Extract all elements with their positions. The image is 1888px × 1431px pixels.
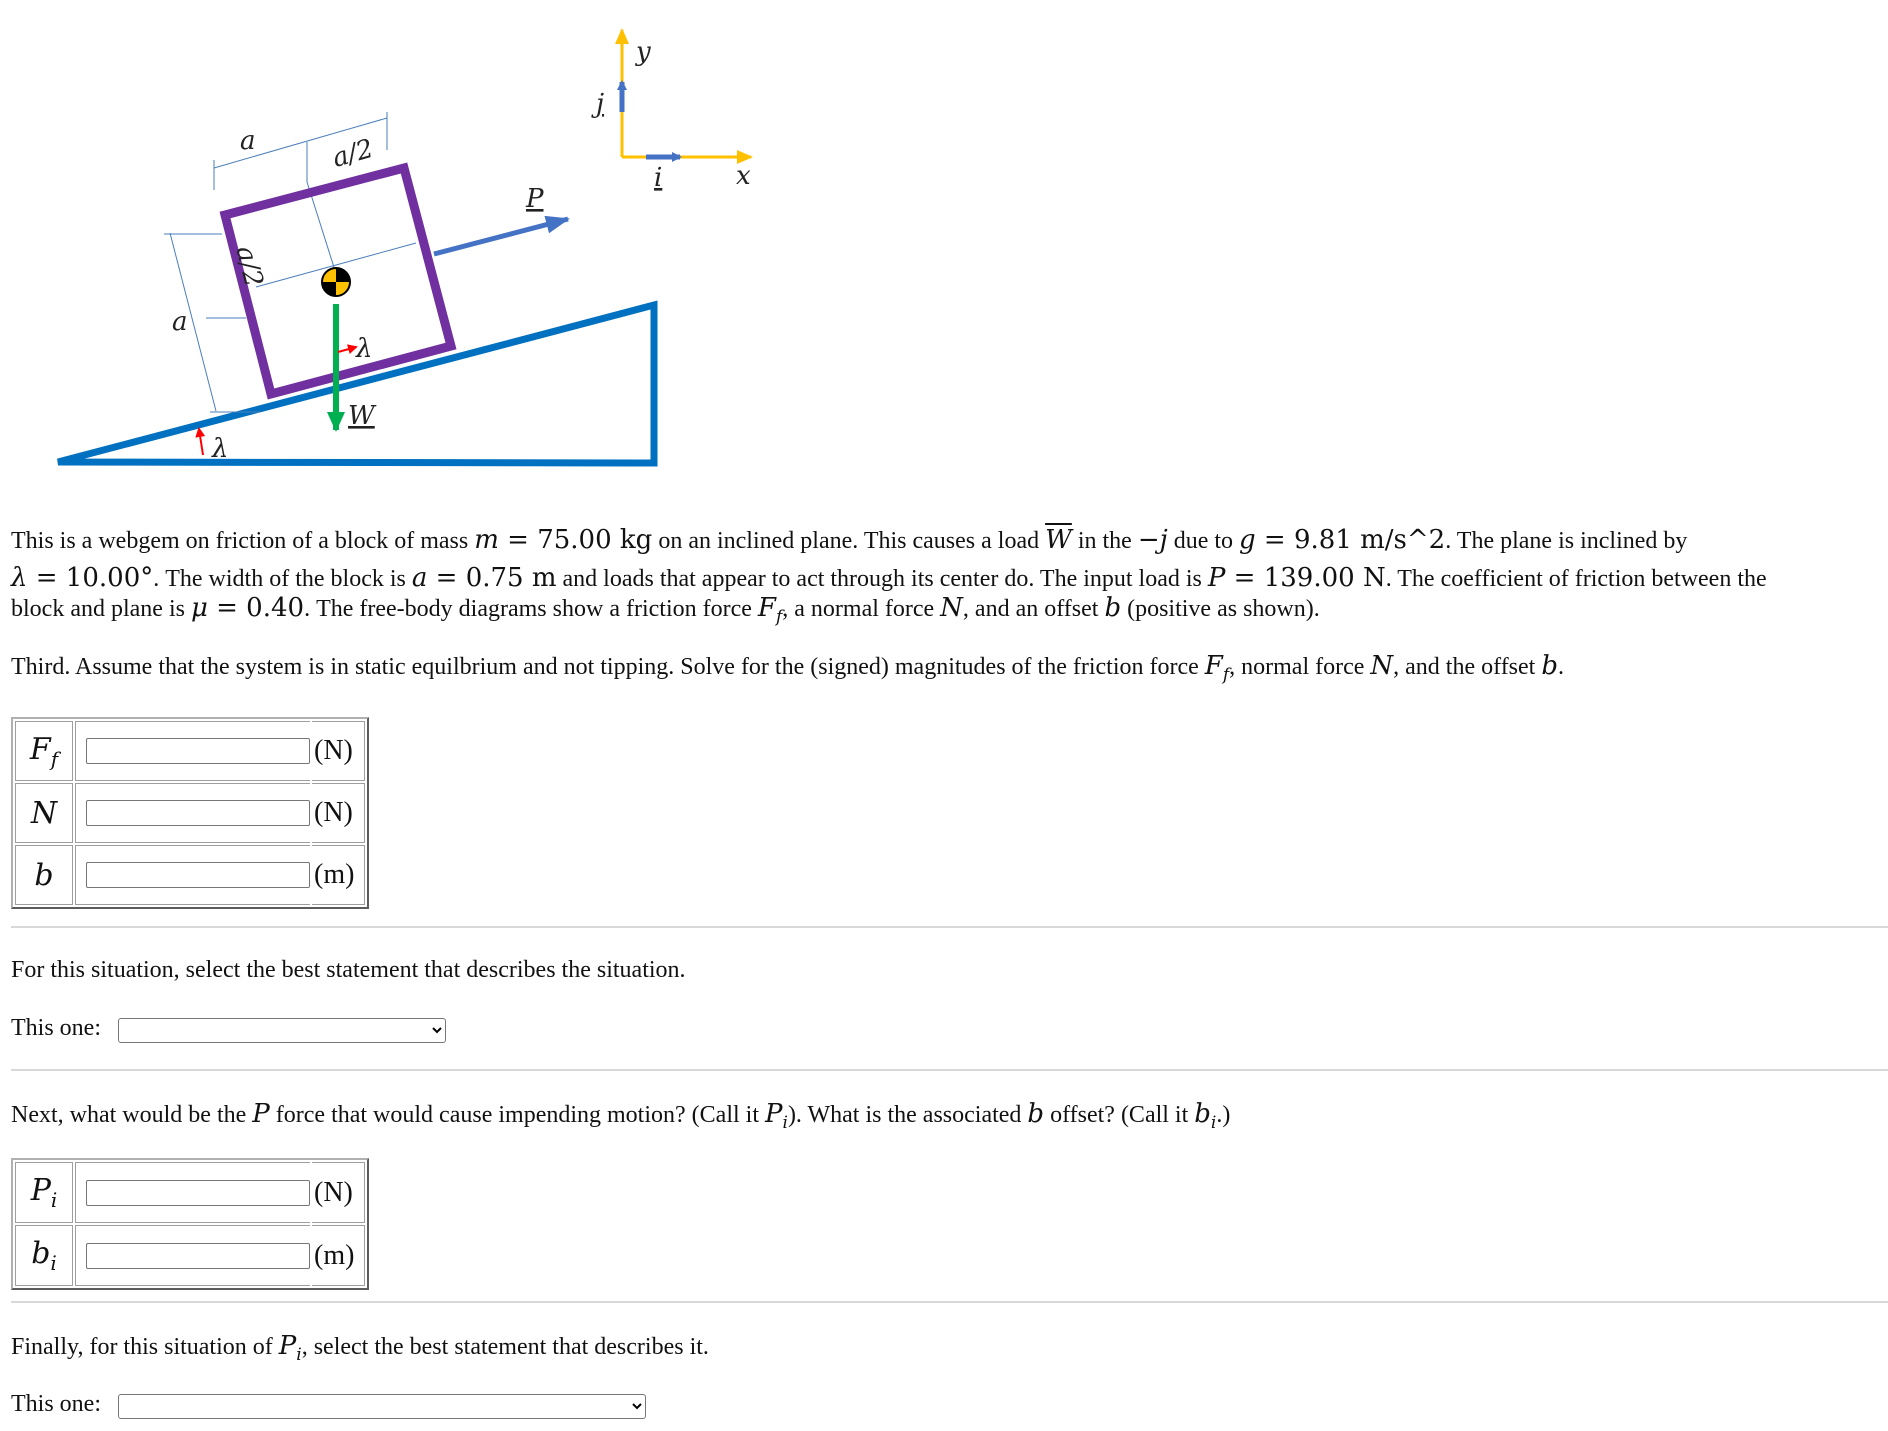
mass-symbol: m xyxy=(474,525,499,555)
part4-answer-table xyxy=(11,1158,369,1290)
axis-y-label: y xyxy=(636,37,651,67)
divider xyxy=(11,926,1888,928)
impending-force-label: $P_i$ xyxy=(15,1162,73,1223)
load-value: = 139.00 N xyxy=(1225,563,1386,593)
impending-situation-select[interactable] xyxy=(118,1394,646,1419)
select1-label: This one: xyxy=(11,1015,101,1041)
select2-label: This one: xyxy=(11,1391,101,1417)
normal-symbol: N xyxy=(940,593,963,623)
lambda-angle-marker-block xyxy=(338,347,356,352)
table-row xyxy=(15,845,365,905)
width-symbol: a xyxy=(411,563,428,593)
unit-label: (N) xyxy=(312,721,365,781)
mu-symbol: μ xyxy=(190,593,208,623)
offset-label: b xyxy=(15,845,73,905)
axis-x-label: x xyxy=(736,161,751,191)
table-row xyxy=(15,783,365,843)
problem-line-3: block and plane is μ = 0.40. The free-body diagrams show a friction force $F_f$, a normal force N, and an offset b (positive as shown). xyxy=(11,593,1320,628)
mu-value: = 0.40 xyxy=(207,593,305,623)
gravity-value: = 9.81 m/s^2 xyxy=(1255,525,1446,555)
inclined-plane xyxy=(58,305,654,463)
label-a-half-left: a/2 xyxy=(229,242,269,290)
offset-symbol: b xyxy=(1104,593,1122,623)
friction-force-input[interactable] xyxy=(86,738,310,764)
friction-symbol: $F_f$ xyxy=(757,593,783,628)
part3-prompt: Third. Assume that the system is in static equilbrium and not tipping. Solve for the (signed) magnitudes of the friction force $F_f$, normal force N, and the offset b. xyxy=(11,651,1564,686)
divider xyxy=(11,1069,1888,1071)
part4-prompt: Next, what would be the P force that would cause impending motion? (Call it $P_i$). What is the associated b offset? (Call it $b_i$.) xyxy=(11,1099,1231,1134)
normal-force-input[interactable] xyxy=(86,800,310,826)
center-of-mass-icon xyxy=(322,268,350,296)
table-row xyxy=(15,721,365,781)
impending-offset-input[interactable] xyxy=(86,1243,310,1269)
select2-prompt: Finally, for this situation of $P_i$, select the best statement that describes it. xyxy=(11,1331,709,1366)
divider xyxy=(11,1301,1888,1303)
label-a-left: a xyxy=(172,307,188,337)
weight-symbol: $\overline{W}$ xyxy=(1045,525,1072,555)
inclined-plane-diagram xyxy=(0,0,800,480)
unit-label: (N) xyxy=(312,783,365,843)
situation-select[interactable] xyxy=(118,1018,446,1043)
normal-force-label: N xyxy=(15,783,73,843)
label-a-half-top: a/2 xyxy=(329,133,377,174)
table-row xyxy=(15,1162,365,1223)
label-w: W xyxy=(348,401,375,431)
lambda-angle-marker-base xyxy=(199,429,203,455)
table-row xyxy=(15,1225,365,1286)
lambda-value: = 10.00° xyxy=(27,563,154,593)
unit-label: (m) xyxy=(312,1225,365,1286)
label-a-top: a xyxy=(240,126,256,156)
impending-offset-label: $b_i$ xyxy=(15,1225,73,1286)
select1-prompt: For this situation, select the best statement that describes the situation. xyxy=(11,957,686,983)
unit-label: (N) xyxy=(312,1162,365,1223)
friction-force-label: $F_f$ xyxy=(15,721,73,781)
label-lambda-block: λ xyxy=(356,334,373,364)
impending-force-input[interactable] xyxy=(86,1180,310,1206)
mass-value: = 75.00 kg xyxy=(498,525,653,555)
unit-label: (m) xyxy=(312,845,365,905)
gravity-symbol: g xyxy=(1239,525,1256,555)
problem-line-2: λ = 10.00°. The width of the block is a = 0.75 m and loads that appear to act through its center do. The input load is P = 139.00 N. The coefficient of friction between the xyxy=(11,563,1767,593)
unit-vector-i: i xyxy=(654,163,663,193)
label-lambda-base: λ xyxy=(212,434,229,464)
force-p-arrow xyxy=(434,219,568,254)
width-value: = 0.75 m xyxy=(427,563,557,593)
label-p: P xyxy=(526,184,544,214)
lambda-symbol: λ xyxy=(11,563,28,593)
neg-j-symbol: −j xyxy=(1137,525,1168,555)
offset-input[interactable] xyxy=(86,862,310,888)
load-symbol: P xyxy=(1207,563,1226,593)
part3-answer-table xyxy=(11,717,369,909)
problem-line-1: This is a webgem on friction of a block of mass m = 75.00 kg on an inclined plane. This causes a load $\overline{W}$ in the −j due to g = 9.81 m/s^2. The plane is inclined by xyxy=(11,525,1688,555)
unit-vector-j: j xyxy=(596,89,605,119)
